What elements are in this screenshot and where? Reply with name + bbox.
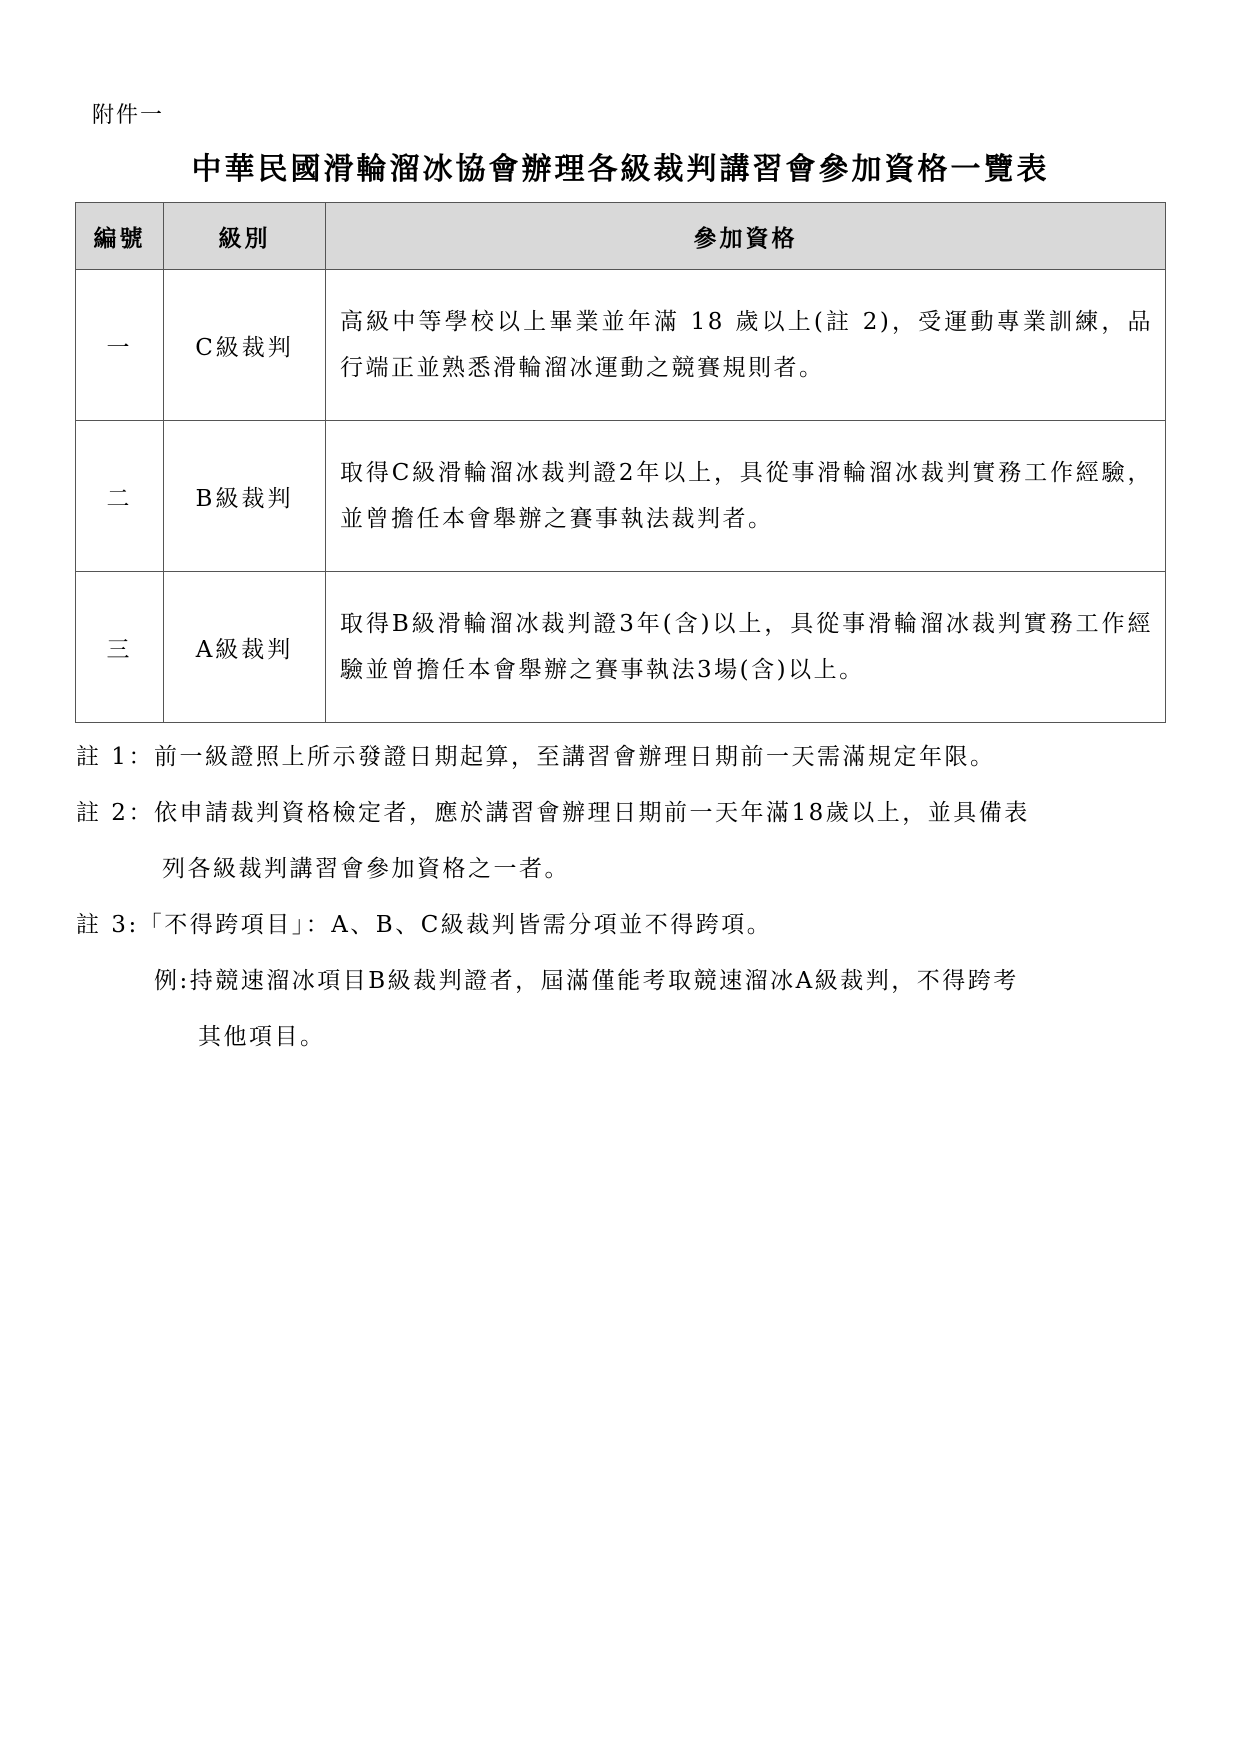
- row-level: A級裁判: [164, 572, 326, 723]
- table-row: [76, 270, 1166, 421]
- attachment-label: 附件一: [92, 103, 165, 128]
- note-2-line-1: 註 2：依申請裁判資格檢定者，應於講習會辦理日期前一天年滿18歲以上，並具備表: [76, 800, 1030, 826]
- document-title: 中華民國滑輪溜冰協會辦理各級裁判講習會參加資格一覽表: [191, 152, 1050, 187]
- header-qualification: 參加資格: [326, 203, 1166, 270]
- note-1: 註 1：前一級證照上所示發證日期起算，至講習會辦理日期前一天需滿規定年限。: [76, 744, 996, 770]
- header-level: 級別: [164, 203, 326, 270]
- row-qualification: 取得B級滑輪溜冰裁判證3年(含)以上，具從事滑輪溜冰裁判實務工作經驗並曾擔任本會舉辦之賽事執法3場(含)以上。: [326, 572, 1166, 723]
- row-qualification: 取得C級滑輪溜冰裁判證2年以上，具從事滑輪溜冰裁判實務工作經驗，並曾擔任本會舉辦之賽事執法裁判者。: [326, 421, 1166, 572]
- row-level: C級裁判: [164, 270, 326, 421]
- row-number: 二: [76, 421, 164, 572]
- row-qualification: 高級中等學校以上畢業並年滿 18 歲以上(註 2)，受運動專業訓練，品行端正並熟悉滑輪溜冰運動之競賽規則者。: [326, 270, 1166, 421]
- note-3: 註 3:「不得跨項目」：A、B、C級裁判皆需分項並不得跨項。: [76, 912, 773, 938]
- note-2-line-2: 列各級裁判講習會參加資格之一者。: [162, 856, 570, 882]
- header-number: 編號: [76, 203, 164, 270]
- table-header-row: [76, 203, 1166, 270]
- table-row: [76, 572, 1166, 723]
- example-line-2: 其他項目。: [198, 1024, 326, 1050]
- row-number: 一: [76, 270, 164, 421]
- table-row: [76, 421, 1166, 572]
- row-number: 三: [76, 572, 164, 723]
- row-level: B級裁判: [164, 421, 326, 572]
- example-line-1: 例:持競速溜冰項目B級裁判證者，屆滿僅能考取競速溜冰A級裁判，不得跨考: [154, 968, 1019, 994]
- qualification-table: [75, 202, 1166, 723]
